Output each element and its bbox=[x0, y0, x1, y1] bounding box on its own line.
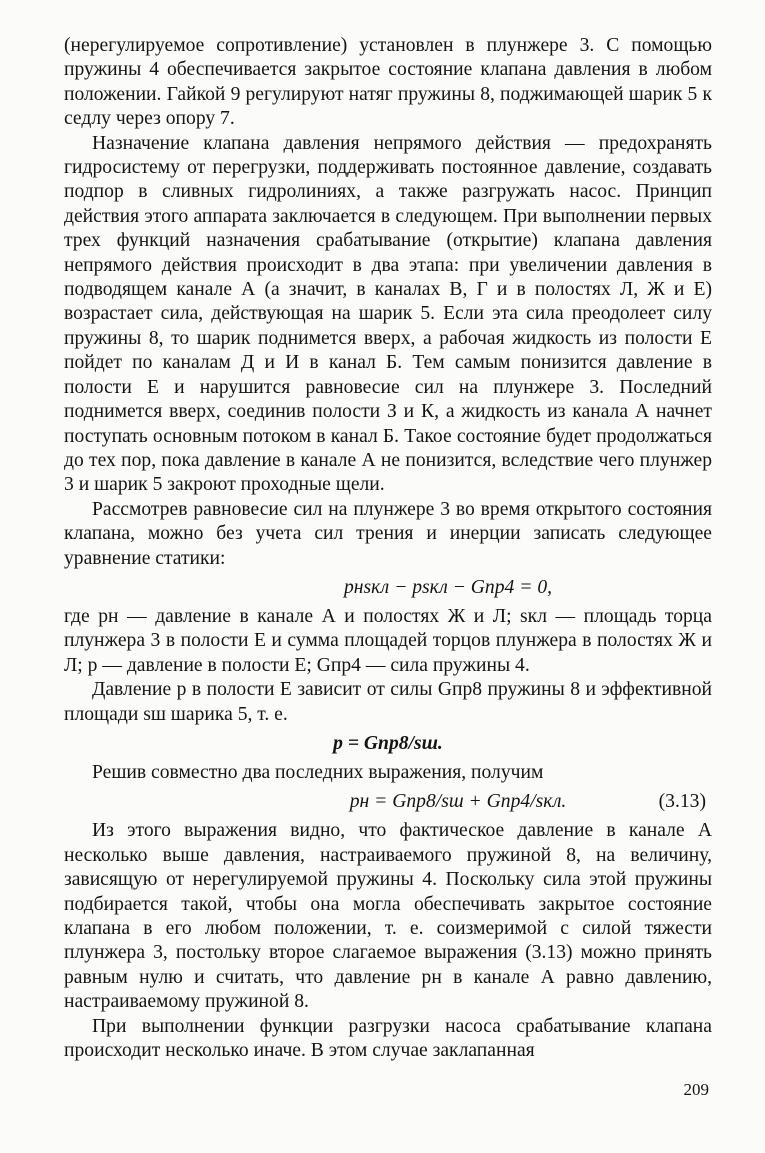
equation-3-13 bbox=[64, 785, 712, 819]
equation-statics-text: pнsкл − psкл − Gпр4 = 0, bbox=[343, 576, 553, 598]
equation-pressure-text: p = Gпр8/sш. bbox=[333, 732, 443, 754]
equation-number: (3.13) bbox=[658, 791, 706, 813]
paragraph-1: (нерегулируемое сопротивление) установлен в плунжере 3. С помощью пружины 4 обеспечивается закрытое состояние клапана давления в любом положении. Гайкой 9 регулируют натяг пружины 8, поджимающей шарик 5 к седлу через опору 7. bbox=[64, 35, 712, 130]
page-number: 209 bbox=[683, 1080, 709, 1099]
paragraph-8: При выполнении функции разгрузки насоса срабатывание клапана происходит несколько иначе. В этом случае заклапанная bbox=[64, 1015, 712, 1062]
paragraph-7: Из этого выражения видно, что фактическое давление в канале А несколько выше давления, настраиваемого пружиной 8, на величину, зависящую от нерегулируемой пружины 4. Поскольку сила этой пружины подбирается такой, чтобы она могла обеспечивать закрытое состояние клапана в его любом положении, т. е. соизмеримой с силой тяжести плунжера 3, постольку второе слагаемое выражения (3.13) можно принять равным нулю и считать, что давление pн в канале А равно давлению, настраиваемому пружиной 8. bbox=[64, 820, 712, 1013]
page-text bbox=[64, 34, 712, 1063]
paragraph-4: где pн — давление в канале А и полостях Ж и Л; sкл — площадь торца плунжера 3 в полости Е и сумма площадей торцов плунжера в полостях Ж и Л; p — давление в полости Е; Gпр4 — сила пружины 4. bbox=[64, 605, 712, 676]
equation-statics bbox=[64, 571, 712, 605]
paragraph-6: Решив совместно два последних выражения, получим bbox=[92, 761, 544, 783]
equation-pressure bbox=[64, 727, 712, 761]
paragraph-2: Назначение клапана давления непрямого действия — предохранять гидросистему от перегрузки, поддерживать постоянное давление, создавать подпор в сливных гидролиниях, а также разгружать насос. Принцип действия этого аппарата заключается в следующем. При выполнении первых трех функций назначения срабатывание (открытие) клапана давления непрямого действия происходит в два этапа: при увеличении давления в подводящем канале А (а значит, в каналах В, Г и в полостях Л, Ж и Е) возрастает сила, действующая на шарик 5. Если эта сила преодолеет силу пружины 8, то шарик поднимется вверх, а рабочая жидкость из полости Е пойдет по каналам Д и И в канал Б. Тем самым понизится давление в полости Е и нарушится равновесие сил на плунжере 3. Последний поднимется вверх, соединив полости З и К, а жидкость из канала А начнет поступать основным потоком в канал Б. Такое состояние будет продолжаться до тех пор, пока давление в канале А не понизится, вследствие чего плунжер 3 и шарик 5 закроют проходные щели. bbox=[64, 132, 712, 496]
equation-3-13-text: pн = Gпр8/sш + Gпр4/sкл. bbox=[349, 791, 567, 813]
paragraph-5: Давление p в полости Е зависит от силы Gпр8 пружины 8 и эффективной площади sш шарика 5, т. е. bbox=[64, 679, 712, 725]
paragraph-3: Рассмотрев равновесие сил на плунжере 3 во время открытого состояния клапана, можно без учета сил трения и инерции записать следующее уравнение статики: bbox=[64, 498, 712, 569]
